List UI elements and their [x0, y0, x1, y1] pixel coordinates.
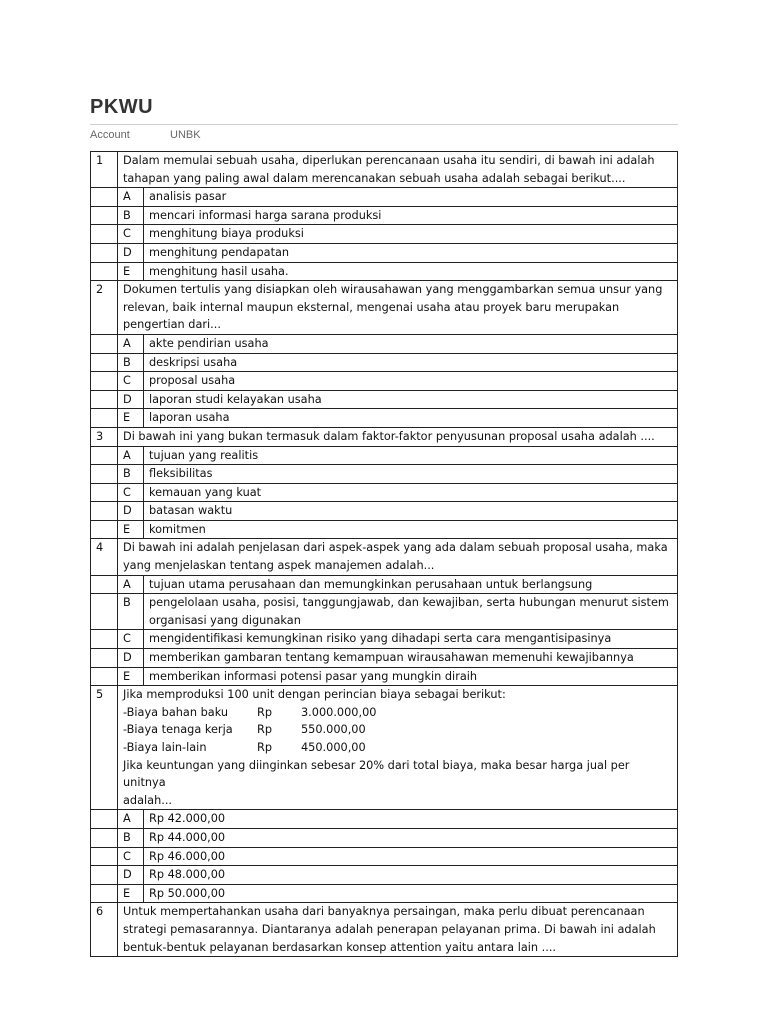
option-spacer: [91, 446, 118, 465]
option-letter: D: [118, 649, 144, 668]
option-letter: A: [118, 575, 144, 594]
option-letter: B: [118, 594, 144, 630]
option-row: [91, 225, 678, 244]
option-row: [91, 502, 678, 521]
option-spacer: [91, 372, 118, 391]
question-line: Jika memproduksi 100 unit dengan perincian biaya sebagai berikut:: [123, 688, 506, 702]
option-letter: A: [118, 446, 144, 465]
cost-label: -Biaya tenaga kerja: [123, 723, 233, 737]
meta-value: UNBK: [170, 129, 201, 141]
option-text: tujuan utama perusahaan dan memungkinkan perusahaan untuk berlangsung: [144, 575, 678, 594]
question-number: 1: [91, 152, 118, 188]
document-title: PKWU: [90, 96, 154, 118]
document-header: [90, 94, 678, 141]
option-text: fleksibilitas: [144, 465, 678, 484]
option-letter: E: [118, 520, 144, 539]
option-text: memberikan gambaran tentang kemampuan wirausahawan memenuhi kewajibannya: [144, 649, 678, 668]
option-text: proposal usaha: [144, 372, 678, 391]
option-spacer: [91, 243, 118, 262]
option-spacer: [91, 262, 118, 281]
cost-line: [123, 739, 673, 757]
option-text: Rp 46.000,00: [144, 847, 678, 866]
option-spacer: [91, 225, 118, 244]
option-spacer: [91, 630, 118, 649]
option-row: [91, 372, 678, 391]
question-row: [91, 427, 678, 446]
cost-label: -Biaya bahan baku: [123, 705, 229, 719]
question-row: [91, 281, 678, 335]
option-letter: B: [118, 465, 144, 484]
option-spacer: [91, 502, 118, 521]
option-spacer: [91, 520, 118, 539]
question-number: 5: [91, 686, 118, 810]
question-line: strategi pemasarannya. Diantaranya adalah penerapan pelayanan prima. Di bawah ini adalah: [123, 922, 656, 936]
option-text: Rp 44.000,00: [144, 828, 678, 847]
question-line: adalah...: [123, 793, 173, 807]
option-text: menghitung hasil usaha.: [144, 262, 678, 281]
option-row: [91, 188, 678, 207]
question-text: [118, 427, 678, 446]
option-letter: C: [118, 372, 144, 391]
option-text: Rp 50.000,00: [144, 884, 678, 903]
question-row: [91, 903, 678, 957]
option-row: [91, 667, 678, 686]
option-text: mengidentifikasi kemungkinan risiko yang dihadapi serta cara mengantisipasinya: [144, 630, 678, 649]
option-letter: D: [118, 866, 144, 885]
question-line: bentuk-bentuk pelayanan berdasarkan konsep attention yaitu antara lain ....: [123, 940, 557, 954]
option-letter: C: [118, 225, 144, 244]
option-letter: D: [118, 243, 144, 262]
option-row: [91, 866, 678, 885]
option-spacer: [91, 206, 118, 225]
option-row: [91, 649, 678, 668]
option-spacer: [91, 188, 118, 207]
option-text: menghitung biaya produksi: [144, 225, 678, 244]
question-table: [90, 151, 678, 957]
option-text: Rp 42.000,00: [144, 810, 678, 829]
cost-currency: Rp: [257, 723, 273, 737]
question-number: 6: [91, 903, 118, 957]
option-text: laporan studi kelayakan usaha: [144, 390, 678, 409]
option-row: [91, 483, 678, 502]
cost-label: -Biaya lain-lain: [123, 741, 207, 754]
question-line: Dalam memulai sebuah usaha, diperlukan perencanaan usaha itu sendiri, di bawah ini adalah: [123, 154, 655, 167]
question-number: 4: [91, 539, 118, 575]
option-spacer: [91, 390, 118, 409]
option-row: [91, 575, 678, 594]
option-row: [91, 520, 678, 539]
question-line: Dokumen tertulis yang disiapkan oleh wirausahawan yang menggambarkan semua unsur yang: [123, 283, 663, 297]
option-row: [91, 847, 678, 866]
option-letter: B: [118, 206, 144, 225]
option-text: batasan waktu: [144, 502, 678, 521]
option-spacer: [91, 353, 118, 372]
question-number: 3: [91, 427, 118, 446]
option-letter: E: [118, 409, 144, 428]
question-line: Jika keuntungan yang diinginkan sebesar 20% dari total biaya, maka besar harga jual per unitnya: [123, 758, 630, 790]
option-text: deskripsi usaha: [144, 353, 678, 372]
option-row: [91, 334, 678, 353]
question-line: relevan, baik internal maupun eksternal, mengenai usaha atau proyek baru merupakan: [123, 300, 620, 314]
question-number: 2: [91, 281, 118, 335]
question-text: [118, 539, 678, 575]
option-text: pengelolaan usaha, posisi, tanggungjawab, dan kewajiban, serta hubungan menurut sistem organisasi yang digunakan: [144, 594, 678, 630]
option-row: [91, 353, 678, 372]
option-row: [91, 884, 678, 903]
cost-amount: 550.000,00: [301, 723, 366, 737]
option-spacer: [91, 884, 118, 903]
option-spacer: [91, 810, 118, 829]
question-line: yang menjelaskan tentang aspek manajemen adalah...: [123, 559, 435, 573]
option-text: komitmen: [144, 520, 678, 539]
option-text: tujuan yang realitis: [144, 446, 678, 465]
option-spacer: [91, 465, 118, 484]
header-divider: [90, 124, 678, 125]
option-text: kemauan yang kuat: [144, 483, 678, 502]
cost-currency: Rp: [257, 705, 273, 719]
option-row: [91, 828, 678, 847]
option-spacer: [91, 483, 118, 502]
option-spacer: [91, 409, 118, 428]
option-row: [91, 409, 678, 428]
option-spacer: [91, 334, 118, 353]
option-text: mencari informasi harga sarana produksi: [144, 206, 678, 225]
option-letter: E: [118, 262, 144, 281]
option-letter: C: [118, 630, 144, 649]
cost-amount: 3.000.000,00: [301, 705, 377, 719]
question-text: [118, 152, 678, 188]
option-row: [91, 243, 678, 262]
option-text: laporan usaha: [144, 409, 678, 428]
option-row: [91, 630, 678, 649]
question-text: [118, 281, 678, 335]
option-letter: A: [118, 810, 144, 829]
cost-currency: Rp: [257, 741, 273, 754]
option-spacer: [91, 828, 118, 847]
question-line: pengertian dari...: [123, 318, 221, 332]
question-line: tahapan yang paling awal dalam merencanakan sebuah usaha adalah sebagai berikut....: [123, 171, 626, 185]
option-letter: E: [118, 667, 144, 686]
option-letter: A: [118, 334, 144, 353]
option-letter: A: [118, 188, 144, 207]
option-spacer: [91, 667, 118, 686]
cost-amount: 450.000,00: [301, 741, 366, 754]
option-spacer: [91, 594, 118, 630]
question-row: [91, 539, 678, 575]
question-line: Untuk mempertahankan usaha dari banyaknya persaingan, maka perlu dibuat perencanaan: [123, 905, 645, 919]
option-text: menghitung pendapatan: [144, 243, 678, 262]
question-line: Di bawah ini adalah penjelasan dari aspek-aspek yang ada dalam sebuah proposal usaha, maka: [123, 541, 668, 555]
option-spacer: [91, 649, 118, 668]
option-letter: B: [118, 828, 144, 847]
meta-label: Account: [90, 129, 130, 141]
option-letter: C: [118, 847, 144, 866]
option-text: memberikan informasi potensi pasar yang mungkin diraih: [144, 667, 678, 686]
question-text: [118, 686, 678, 810]
option-letter: B: [118, 353, 144, 372]
option-text: akte pendirian usaha: [144, 334, 678, 353]
question-row: [91, 152, 678, 188]
option-text: analisis pasar: [144, 188, 678, 207]
option-row: [91, 390, 678, 409]
option-row: [91, 465, 678, 484]
option-spacer: [91, 847, 118, 866]
document-meta: [90, 129, 678, 141]
cost-line: [123, 721, 673, 739]
option-text: Rp 48.000,00: [144, 866, 678, 885]
option-row: [91, 810, 678, 829]
question-text: [118, 903, 678, 957]
option-row: [91, 446, 678, 465]
option-letter: D: [118, 390, 144, 409]
option-letter: E: [118, 884, 144, 903]
option-letter: D: [118, 502, 144, 521]
cost-line: [123, 704, 673, 722]
option-row: [91, 206, 678, 225]
question-row: [91, 686, 678, 810]
option-row: [91, 594, 678, 630]
question-line: Di bawah ini yang bukan termasuk dalam faktor-faktor penyusunan proposal usaha adalah ....: [123, 429, 655, 443]
option-letter: C: [118, 483, 144, 502]
option-spacer: [91, 866, 118, 885]
option-spacer: [91, 575, 118, 594]
option-row: [91, 262, 678, 281]
